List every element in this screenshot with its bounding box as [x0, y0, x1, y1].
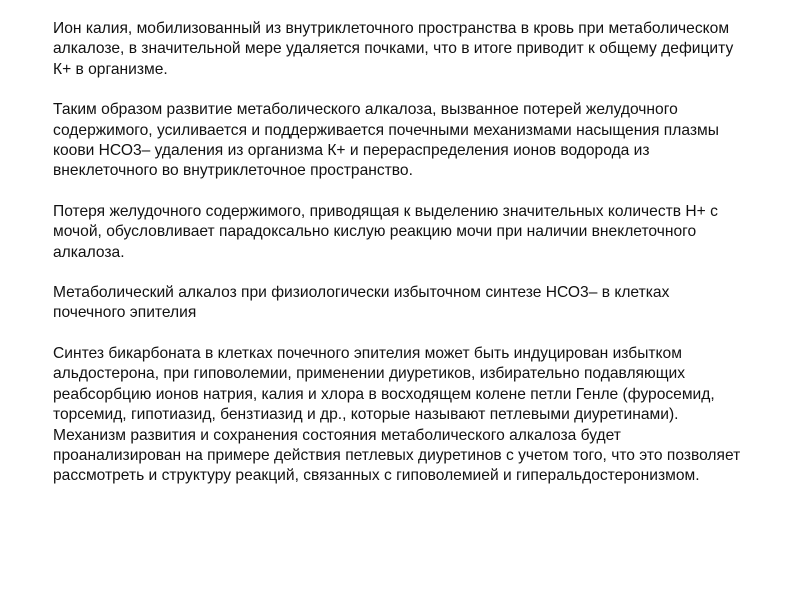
paragraph-alkalosis-development: Таким образом развитие метаболического алкалоза, вызванное потерей желудочного содержимого, усиливается и поддерживается почечными механизмами насыщения плазмы коови НСО3– удаления из организма К+ и перераспределения ионов водорода из внеклеточного во внутриклеточное пространство. — [53, 101, 719, 180]
slide-text-body — [53, 19, 743, 487]
paragraph-bicarbonate-synthesis-heading: Метаболический алкалоз при физиологически избыточном синтезе НСО3– в клетках почечного эпителия — [53, 284, 670, 322]
paragraph-acidic-urine: Потеря желудочного содержимого, приводящая к выделению значительных количеств Н+ с мочой, обусловливает парадоксально кислую реакцию мочи при наличии внеклеточного алкалоза. — [53, 202, 718, 261]
paragraph-bicarbonate-synthesis: Синтез бикарбоната в клетках почечного эпителия может быть индуцирован избытком альдостерона, при гиповолемии, применении диуретиков, избирательно подавляющих реабсорбцию ионов натрия, калия и хлора в восходящем колене петли Генле (фуросемид, торсемид, гипотиазид, бензтиазид и др., которые называют петлевыми диуретинами). Механизм развития и сохранения состояния метаболического алкалоза будет проанализирован на примере действия петлевых диуретинов с учетом того, что это позволяет рассмотреть и структуру реакций, связанных с гиповолемией и гиперальдостеронизмом. — [53, 344, 741, 485]
paragraph-potassium-loss: Ион калия, мобилизованный из внутриклеточного пространства в кровь при метаболическом алкалозе, в значительной мере удаляется почками, что в итоге приводит к общему дефициту К+ в организме. — [53, 20, 734, 78]
